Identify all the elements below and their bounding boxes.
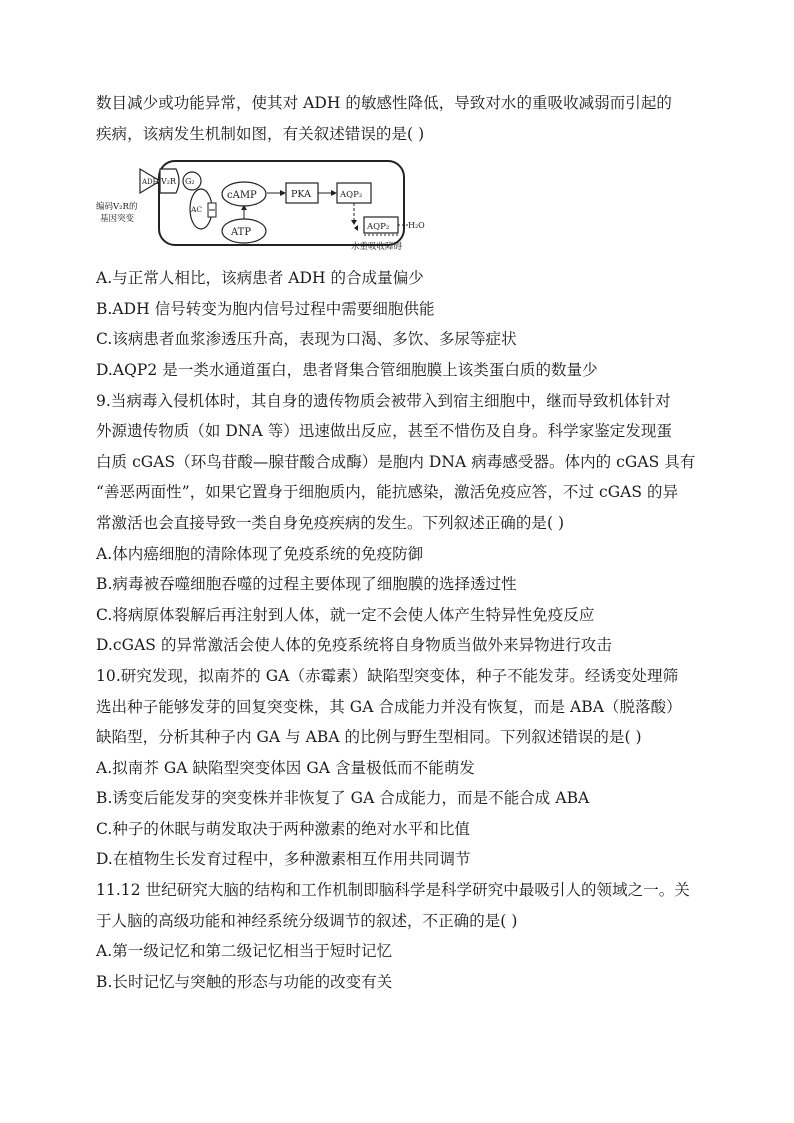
adh-mechanism-diagram — [96, 153, 456, 259]
ac-label: AC — [191, 205, 203, 215]
mutation-label-line-1: 编码V₂R的 — [96, 202, 138, 213]
q8-option-c: C.该病患者血浆渗透压升高，表现为口渴、多饮、多尿等症状 — [96, 330, 517, 349]
q11-stem-line-2: 于人脑的高级功能和神经系统分级调节的叙述，不正确的是( ) — [96, 911, 518, 930]
q9-option-c: C.将病原体裂解后再注射到人体，就一定不会使人体产生特异性免疫反应 — [96, 605, 595, 624]
q9-option-b: B.病毒被吞噬细胞吞噬的过程主要体现了细胞膜的选择透过性 — [96, 575, 517, 594]
aqp2-left-arrowhead — [354, 225, 358, 231]
q9-stem-line-3: 白质 cGAS（环鸟苷酸—腺苷酸合成酶）是胞内 DNA 病毒感受器。体内的 cGAS 具有 — [96, 452, 696, 471]
q9-stem-line-1: 9.当病毒入侵机体时，其自身的遗传物质会被带入到宿主细胞中，继而导致机体针对 — [96, 391, 671, 410]
camp-to-pka-arrowhead — [280, 190, 286, 196]
camp-label: cAMP — [227, 190, 257, 202]
q9-stem-line-4: “善恶两面性”，如果它置身于细胞质内，能抗感染，激活免疫应答，不过 cGAS 的异 — [96, 483, 679, 502]
q8-stem-line-2: 疾病，该病发生机制如图，有关叙述错误的是( ) — [96, 124, 425, 143]
q9-option-d: D.cGAS 的异常激活会使人体的免疫系统将自身物质当做外来异物进行攻击 — [96, 636, 612, 655]
mutation-label-line-2: 基因突变 — [100, 214, 135, 225]
q11-option-a: A.第一级记忆和第二级记忆相当于短时记忆 — [96, 942, 393, 961]
q9-option-a: A.体内癌细胞的清除体现了免疫系统的免疫防御 — [96, 544, 424, 563]
v2r-label: V₂R — [161, 177, 177, 187]
q8-option-b: B.ADH 信号转变为胞内信号过程中需要细胞供能 — [96, 299, 435, 318]
water-barrier-label: 水重吸收障碍 — [351, 242, 403, 253]
q11-stem-line-1: 11.12 世纪研究大脑的结构和工作机制即脑科学是科学研究中最吸引人的领域之一。关 — [96, 881, 690, 900]
q8-option-d: D.AQP2 是一类水通道蛋白，患者肾集合管细胞膜上该类蛋白质的数量少 — [96, 360, 598, 379]
exam-page — [96, 88, 706, 997]
q10-stem-line-2: 选出种子能够发芽的回复突变株，其 GA 合成能力并没有恢复，而是 ABA（脱落酸） — [96, 697, 682, 716]
atp-label: ATP — [231, 227, 252, 239]
aqp2-translocation-arrowhead — [351, 220, 357, 225]
q8-option-a: A.与正常人相比，该病患者 ADH 的合成量偏少 — [96, 269, 424, 288]
q10-option-c: C.种子的休眠与萌发取决于两种激素的绝对水平和比值 — [96, 819, 470, 838]
g2-label: G₂ — [185, 177, 195, 187]
diagram-svg — [96, 153, 456, 259]
q10-option-a: A.拟南芥 GA 缺陷型突变体因 GA 含量极低而不能萌发 — [96, 758, 475, 777]
q9-stem-line-2: 外源遗传物质（如 DNA 等）迅速做出反应，甚至不惜伤及自身。科学家鉴定发现蛋 — [96, 422, 672, 441]
pka-to-aqp2-arrowhead — [331, 190, 337, 196]
adh-label: ADH — [142, 178, 159, 187]
q8-stem-line-1: 数目减少或功能异常，使其对 ADH 的敏感性降低，导致对水的重吸收减弱而引起的 — [96, 94, 672, 112]
q10-stem-line-1: 10.研究发现，拟南芥的 GA（赤霉素）缺陷型突变体，种子不能发芽。经诱变处理筛 — [96, 666, 679, 685]
q9-stem-line-5: 常激活也会直接导致一类自身免疫疾病的发生。下列叙述正确的是( ) — [96, 513, 565, 532]
h2o-label: H₂O — [408, 221, 425, 231]
q10-option-d: D.在植物生长发育过程中，多种激素相互作用共同调节 — [96, 850, 471, 869]
aqp2-top-label: AQP₂ — [340, 190, 363, 201]
pka-label: PKA — [291, 189, 311, 201]
q10-option-b: B.诱变后能发芽的突变株并非恢复了 GA 合成能力，而是不能合成 ABA — [96, 789, 590, 808]
q11-option-b: B.长时记忆与突触的形态与功能的改变有关 — [96, 972, 393, 991]
aqp2-membrane-label: AQP₂ — [367, 222, 390, 233]
q10-stem-line-3: 缺陷型，分析其种子内 GA 与 ABA 的比例与野生型相同。下列叙述错误的是( ) — [96, 728, 642, 747]
